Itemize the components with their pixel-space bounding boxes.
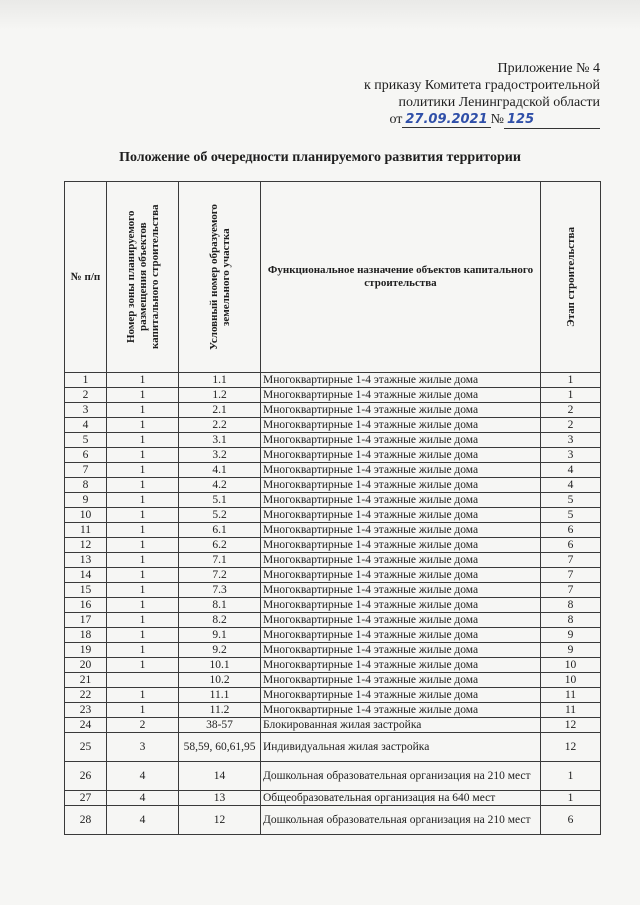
cell-num: 14	[65, 568, 107, 583]
cell-plot: 4.2	[179, 478, 261, 493]
header-plot: Условный номер образуемого земельного участка	[207, 204, 232, 350]
cell-zone: 1	[107, 418, 179, 433]
appendix-committee: политики Ленинградской области	[398, 95, 600, 110]
cell-purpose: Многоквартирные 1-4 этажные жилые дома	[261, 658, 541, 673]
cell-zone: 1	[107, 688, 179, 703]
table-row	[65, 568, 601, 583]
table-row	[65, 643, 601, 658]
cell-stage: 3	[541, 433, 601, 448]
cell-purpose: Многоквартирные 1-4 этажные жилые дома	[261, 508, 541, 523]
cell-plot: 11.1	[179, 688, 261, 703]
table-row	[65, 703, 601, 718]
cell-plot: 3.2	[179, 448, 261, 463]
order-date: 27.09.2021	[402, 112, 490, 128]
cell-purpose: Многоквартирные 1-4 этажные жилые дома	[261, 463, 541, 478]
cell-plot: 7.2	[179, 568, 261, 583]
cell-zone: 1	[107, 373, 179, 388]
cell-num: 1	[65, 373, 107, 388]
table-row	[65, 493, 601, 508]
cell-zone: 1	[107, 658, 179, 673]
cell-num: 26	[65, 762, 107, 791]
table-row	[65, 688, 601, 703]
cell-zone: 4	[107, 762, 179, 791]
header-purpose: Функциональное назначение объектов капитального строительства	[261, 182, 541, 373]
cell-purpose: Многоквартирные 1-4 этажные жилые дома	[261, 538, 541, 553]
cell-zone: 1	[107, 403, 179, 418]
table-row	[65, 613, 601, 628]
cell-zone: 1	[107, 463, 179, 478]
cell-stage: 7	[541, 568, 601, 583]
table-row	[65, 718, 601, 733]
cell-plot: 10.2	[179, 673, 261, 688]
document-title: Положение об очередности планируемого развития территории	[119, 150, 521, 165]
cell-stage: 3	[541, 448, 601, 463]
table-row	[65, 448, 601, 463]
header-num: № п/п	[65, 182, 107, 373]
cell-purpose: Многоквартирные 1-4 этажные жилые дома	[261, 688, 541, 703]
cell-plot: 6.1	[179, 523, 261, 538]
cell-purpose: Многоквартирные 1-4 этажные жилые дома	[261, 568, 541, 583]
cell-num: 15	[65, 583, 107, 598]
cell-num: 21	[65, 673, 107, 688]
cell-num: 28	[65, 806, 107, 835]
cell-num: 20	[65, 658, 107, 673]
table-row	[65, 598, 601, 613]
cell-plot: 12	[179, 806, 261, 835]
cell-stage: 1	[541, 791, 601, 806]
cell-zone: 1	[107, 643, 179, 658]
cell-zone: 1	[107, 703, 179, 718]
cell-stage: 10	[541, 673, 601, 688]
cell-zone: 1	[107, 523, 179, 538]
cell-purpose: Многоквартирные 1-4 этажные жилые дома	[261, 523, 541, 538]
cell-purpose: Многоквартирные 1-4 этажные жилые дома	[261, 493, 541, 508]
table-row	[65, 478, 601, 493]
cell-stage: 1	[541, 373, 601, 388]
cell-plot: 1.2	[179, 388, 261, 403]
table-row	[65, 463, 601, 478]
cell-purpose: Блокированная жилая застройка	[261, 718, 541, 733]
cell-plot: 13	[179, 791, 261, 806]
cell-purpose: Общеобразовательная организация на 640 мест	[261, 791, 541, 806]
cell-purpose: Многоквартирные 1-4 этажные жилые дома	[261, 448, 541, 463]
cell-purpose: Многоквартирные 1-4 этажные жилые дома	[261, 628, 541, 643]
cell-stage: 9	[541, 628, 601, 643]
cell-purpose: Многоквартирные 1-4 этажные жилые дома	[261, 583, 541, 598]
cell-stage: 1	[541, 762, 601, 791]
cell-num: 7	[65, 463, 107, 478]
cell-plot: 58,59, 60,61,95	[179, 733, 261, 762]
cell-stage: 2	[541, 418, 601, 433]
cell-num: 3	[65, 403, 107, 418]
cell-num: 10	[65, 508, 107, 523]
table-row	[65, 538, 601, 553]
cell-zone: 1	[107, 478, 179, 493]
cell-num: 23	[65, 703, 107, 718]
cell-stage: 5	[541, 493, 601, 508]
cell-stage: 9	[541, 643, 601, 658]
cell-stage: 8	[541, 598, 601, 613]
table-row	[65, 388, 601, 403]
cell-num: 11	[65, 523, 107, 538]
cell-purpose: Многоквартирные 1-4 этажные жилые дома	[261, 598, 541, 613]
cell-zone: 4	[107, 806, 179, 835]
cell-purpose: Многоквартирные 1-4 этажные жилые дома	[261, 418, 541, 433]
cell-stage: 12	[541, 718, 601, 733]
table-row	[65, 658, 601, 673]
cell-zone: 1	[107, 538, 179, 553]
table-body	[65, 373, 601, 835]
appendix-order-ref: к приказу Комитета градостроительной	[364, 78, 600, 93]
cell-purpose: Многоквартирные 1-4 этажные жилые дома	[261, 553, 541, 568]
cell-zone: 1	[107, 433, 179, 448]
cell-zone: 1	[107, 598, 179, 613]
from-label: от	[389, 112, 403, 127]
cell-stage: 11	[541, 688, 601, 703]
table-row	[65, 673, 601, 688]
table-row	[65, 418, 601, 433]
cell-zone: 1	[107, 568, 179, 583]
cell-plot: 1.1	[179, 373, 261, 388]
cell-purpose: Многоквартирные 1-4 этажные жилые дома	[261, 673, 541, 688]
cell-plot: 38-57	[179, 718, 261, 733]
cell-num: 5	[65, 433, 107, 448]
cell-stage: 4	[541, 463, 601, 478]
cell-plot: 3.1	[179, 433, 261, 448]
cell-plot: 6.2	[179, 538, 261, 553]
cell-purpose: Многоквартирные 1-4 этажные жилые дома	[261, 613, 541, 628]
cell-stage: 12	[541, 733, 601, 762]
number-label: №	[490, 112, 504, 127]
table-row	[65, 583, 601, 598]
cell-plot: 2.2	[179, 418, 261, 433]
cell-plot: 14	[179, 762, 261, 791]
table-row	[65, 733, 601, 762]
cell-stage: 2	[541, 403, 601, 418]
cell-num: 18	[65, 628, 107, 643]
cell-num: 2	[65, 388, 107, 403]
cell-zone: 3	[107, 733, 179, 762]
cell-num: 4	[65, 418, 107, 433]
cell-num: 16	[65, 598, 107, 613]
table-row	[65, 806, 601, 835]
cell-zone: 1	[107, 493, 179, 508]
cell-stage: 11	[541, 703, 601, 718]
cell-num: 24	[65, 718, 107, 733]
cell-zone: 1	[107, 583, 179, 598]
scan-shadow	[0, 0, 640, 30]
cell-purpose: Многоквартирные 1-4 этажные жилые дома	[261, 403, 541, 418]
cell-zone: 2	[107, 718, 179, 733]
cell-zone: 1	[107, 553, 179, 568]
cell-plot: 7.3	[179, 583, 261, 598]
header-zone: Номер зоны планируемого размещения объектов капитального строительства	[124, 204, 161, 350]
order-number: 125	[507, 112, 535, 127]
cell-zone: 1	[107, 508, 179, 523]
cell-stage: 1	[541, 388, 601, 403]
cell-num: 9	[65, 493, 107, 508]
cell-purpose: Многоквартирные 1-4 этажные жилые дома	[261, 478, 541, 493]
cell-purpose: Индивидуальная жилая застройка	[261, 733, 541, 762]
cell-stage: 6	[541, 538, 601, 553]
cell-zone: 1	[107, 613, 179, 628]
cell-stage: 6	[541, 523, 601, 538]
cell-plot: 8.1	[179, 598, 261, 613]
cell-zone: 4	[107, 791, 179, 806]
cell-stage: 7	[541, 553, 601, 568]
cell-plot: 4.1	[179, 463, 261, 478]
cell-num: 12	[65, 538, 107, 553]
table-row	[65, 553, 601, 568]
cell-purpose: Многоквартирные 1-4 этажные жилые дома	[261, 643, 541, 658]
cell-purpose: Дошкольная образовательная организация на 210 мест	[261, 762, 541, 791]
table-row	[65, 508, 601, 523]
cell-plot: 5.2	[179, 508, 261, 523]
table-row	[65, 403, 601, 418]
cell-stage: 10	[541, 658, 601, 673]
cell-stage: 6	[541, 806, 601, 835]
cell-num: 13	[65, 553, 107, 568]
cell-stage: 4	[541, 478, 601, 493]
cell-purpose: Дошкольная образовательная организация на 210 мест	[261, 806, 541, 835]
cell-plot: 2.1	[179, 403, 261, 418]
development-stages-table	[64, 181, 601, 835]
table-row	[65, 433, 601, 448]
appendix-header	[364, 60, 600, 129]
appendix-number: Приложение № 4	[497, 61, 600, 76]
cell-purpose: Многоквартирные 1-4 этажные жилые дома	[261, 703, 541, 718]
table-header-row	[65, 182, 601, 373]
cell-num: 8	[65, 478, 107, 493]
cell-zone: 1	[107, 628, 179, 643]
cell-plot: 8.2	[179, 613, 261, 628]
header-stage: Этап строительства	[564, 227, 577, 327]
cell-num: 6	[65, 448, 107, 463]
cell-plot: 10.1	[179, 658, 261, 673]
cell-plot: 11.2	[179, 703, 261, 718]
order-date-line	[389, 111, 600, 129]
cell-stage: 8	[541, 613, 601, 628]
cell-purpose: Многоквартирные 1-4 этажные жилые дома	[261, 373, 541, 388]
cell-plot: 7.1	[179, 553, 261, 568]
table-row	[65, 791, 601, 806]
cell-purpose: Многоквартирные 1-4 этажные жилые дома	[261, 433, 541, 448]
table-row	[65, 523, 601, 538]
cell-num: 17	[65, 613, 107, 628]
cell-zone	[107, 673, 179, 688]
cell-plot: 9.2	[179, 643, 261, 658]
cell-zone: 1	[107, 448, 179, 463]
cell-num: 25	[65, 733, 107, 762]
cell-num: 19	[65, 643, 107, 658]
table-row	[65, 373, 601, 388]
cell-stage: 7	[541, 583, 601, 598]
cell-plot: 9.1	[179, 628, 261, 643]
cell-purpose: Многоквартирные 1-4 этажные жилые дома	[261, 388, 541, 403]
table-row	[65, 628, 601, 643]
cell-plot: 5.1	[179, 493, 261, 508]
cell-num: 22	[65, 688, 107, 703]
cell-stage: 5	[541, 508, 601, 523]
cell-zone: 1	[107, 388, 179, 403]
table-row	[65, 762, 601, 791]
cell-num: 27	[65, 791, 107, 806]
